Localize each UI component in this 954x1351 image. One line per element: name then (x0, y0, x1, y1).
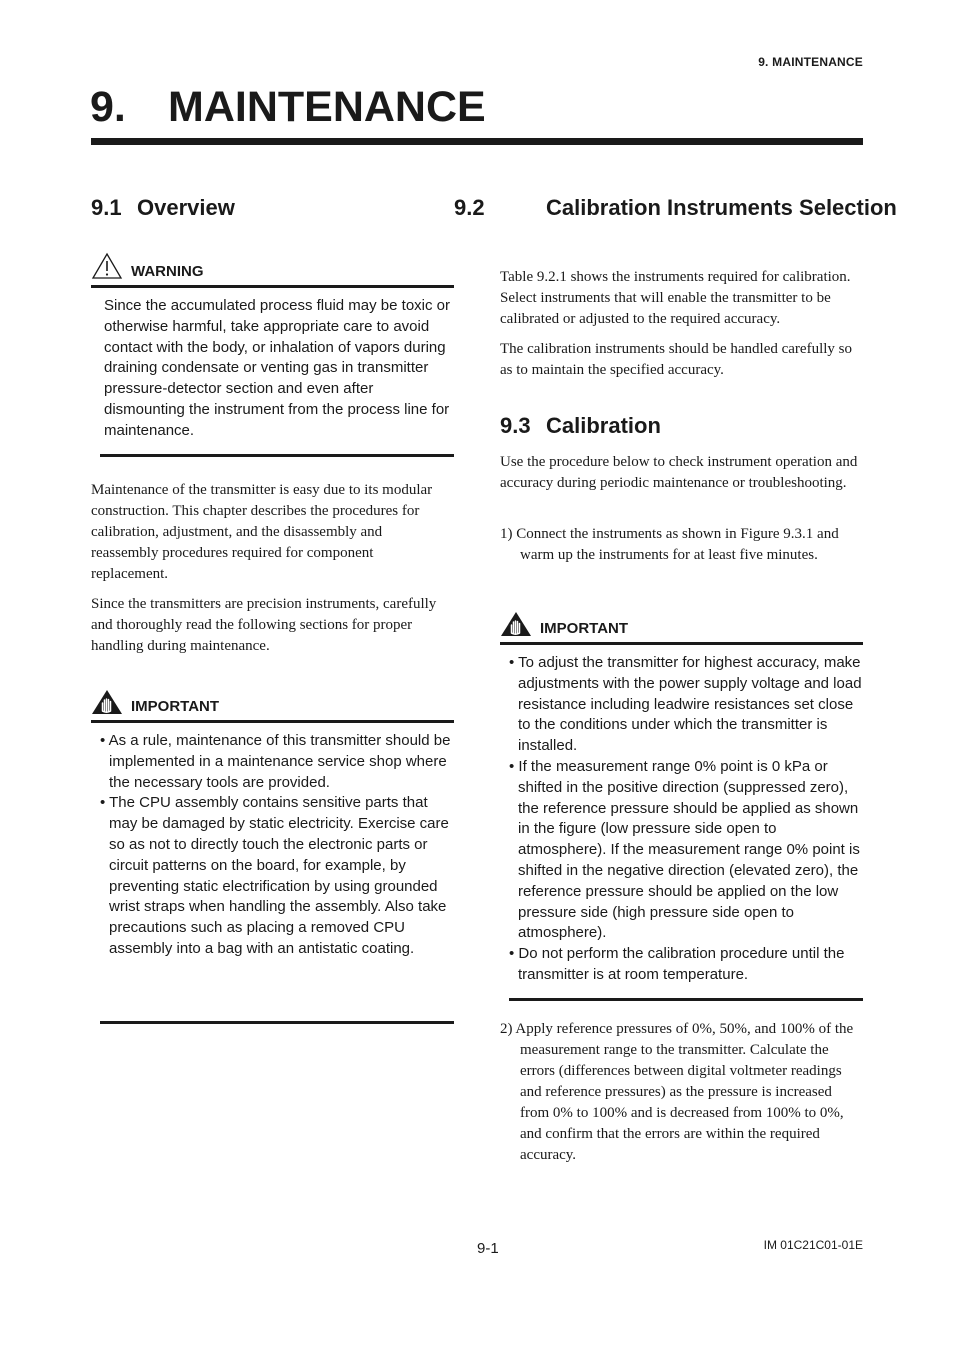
section-9-1-heading: 9.1 Overview (91, 195, 235, 220)
important-label: IMPORTANT (131, 698, 220, 715)
important-list (91, 723, 454, 1014)
calibration-intro: Use the procedure below to check instrument operation and accuracy during periodic maintenance or troubleshooting. (500, 454, 858, 491)
document-id: IM 01C21C01-01E (763, 1238, 863, 1252)
important-box-right (500, 612, 863, 1001)
important-item: • As a rule, maintenance of this transmitter should be implemented in a maintenance service shop where the necessary tools are provided. (100, 732, 451, 791)
step-item: 2) Apply reference pressures of 0%, 50%, and 100% of the measurement range to the transmitter. Calculate the errors (differences between digital voltmeter readings and reference pressures) as the pressure is increased from 0% to 100% and is decreased from 100% to 0%, and confirm that the errors are within the required accuracy. (500, 1021, 854, 1163)
warning-text: Since the accumulated process fluid may be toxic or otherwise harmful, take appropriate care to avoid contact with the body, or inhalation of vapors during draining condensate or venting gas in transmitter pressure-detector section and even after dismounting the instrument from the process line for maintenance. (104, 297, 451, 439)
important-list (500, 645, 863, 992)
stop-hand-icon (500, 611, 532, 637)
overview-paragraph: Maintenance of the transmitter is easy due to its modular construction. This chapter describes the procedures for calibration, adjustment, and the disassembly and reassembly procedures required for component replacement. (91, 482, 433, 582)
important-header (91, 690, 454, 723)
calibration-instruments-body (500, 267, 863, 381)
section-9-2-heading: 9.2 Calibration Instruments Selection (454, 195, 897, 220)
page-number: 9-1 (477, 1240, 499, 1257)
chapter-title (90, 82, 486, 132)
stop-hand-icon (91, 689, 123, 715)
step-item: 1) Connect the instruments as shown in Figure 9.3.1 and warm up the instruments for at least five minutes. (500, 526, 839, 563)
calibration-instruments-paragraph: The calibration instruments should be handled carefully so as to maintain the specified accuracy. (500, 341, 852, 378)
important-item: • If the measurement range 0% point is 0 kPa or shifted in the positive direction (suppressed zero), the reference pressure should be applied as shown in the figure (low pressure side open to atmosphere). If the measurement range 0% point is shifted in the negative direction (elevated zero), the reference pressure should be applied on the low pressure side (high pressure side open to atmosphere). (509, 757, 860, 942)
important-footer-rule (509, 998, 863, 1001)
important-label: IMPORTANT (540, 620, 629, 637)
warning-triangle-icon (91, 252, 123, 280)
chapter-number: 9. (90, 83, 126, 131)
overview-body (91, 480, 441, 657)
important-item: • Do not perform the calibration procedure until the transmitter is at room temperature. (509, 945, 845, 983)
important-item: • To adjust the transmitter for highest accuracy, make adjustments with the power supply voltage and load resistance including leadwire resistances set close to the conditions under which the transmitter is installed. (509, 654, 862, 755)
chapter-rule (91, 138, 863, 145)
calibration-step-2 (500, 1019, 863, 1166)
important-footer-rule (100, 1021, 454, 1024)
important-header (500, 612, 863, 645)
overview-paragraph: Since the transmitters are precision instruments, carefully and thoroughly read the following sections for proper handling during maintenance. (91, 596, 437, 654)
chapter-title-text: MAINTENANCE (168, 83, 486, 131)
calibration-step-1 (500, 524, 845, 566)
warning-header (91, 255, 454, 288)
warning-label: WARNING (131, 263, 204, 280)
warning-box (91, 255, 454, 457)
calibration-instruments-paragraph: Table 9.2.1 shows the instruments required for calibration. Select instruments that will enable the transmitter to be calibrated or adjusted to the required accuracy. (500, 269, 851, 327)
running-header: 9. MAINTENANCE (758, 55, 863, 69)
important-item: • The CPU assembly contains sensitive parts that may be damaged by static electricity. Exercise care so as not to directly touch the electronic parts or circuit patterns on the board, for example, by preventing static electrification by using grounded wrist straps when handling the assembly. Also take precautions such as placing a removed CPU assembly into a bag with an antistatic coating. (100, 794, 449, 957)
section-9-3-heading: 9.3 Calibration (500, 413, 661, 438)
important-box-left (91, 690, 454, 1024)
warning-footer-rule (100, 454, 454, 457)
